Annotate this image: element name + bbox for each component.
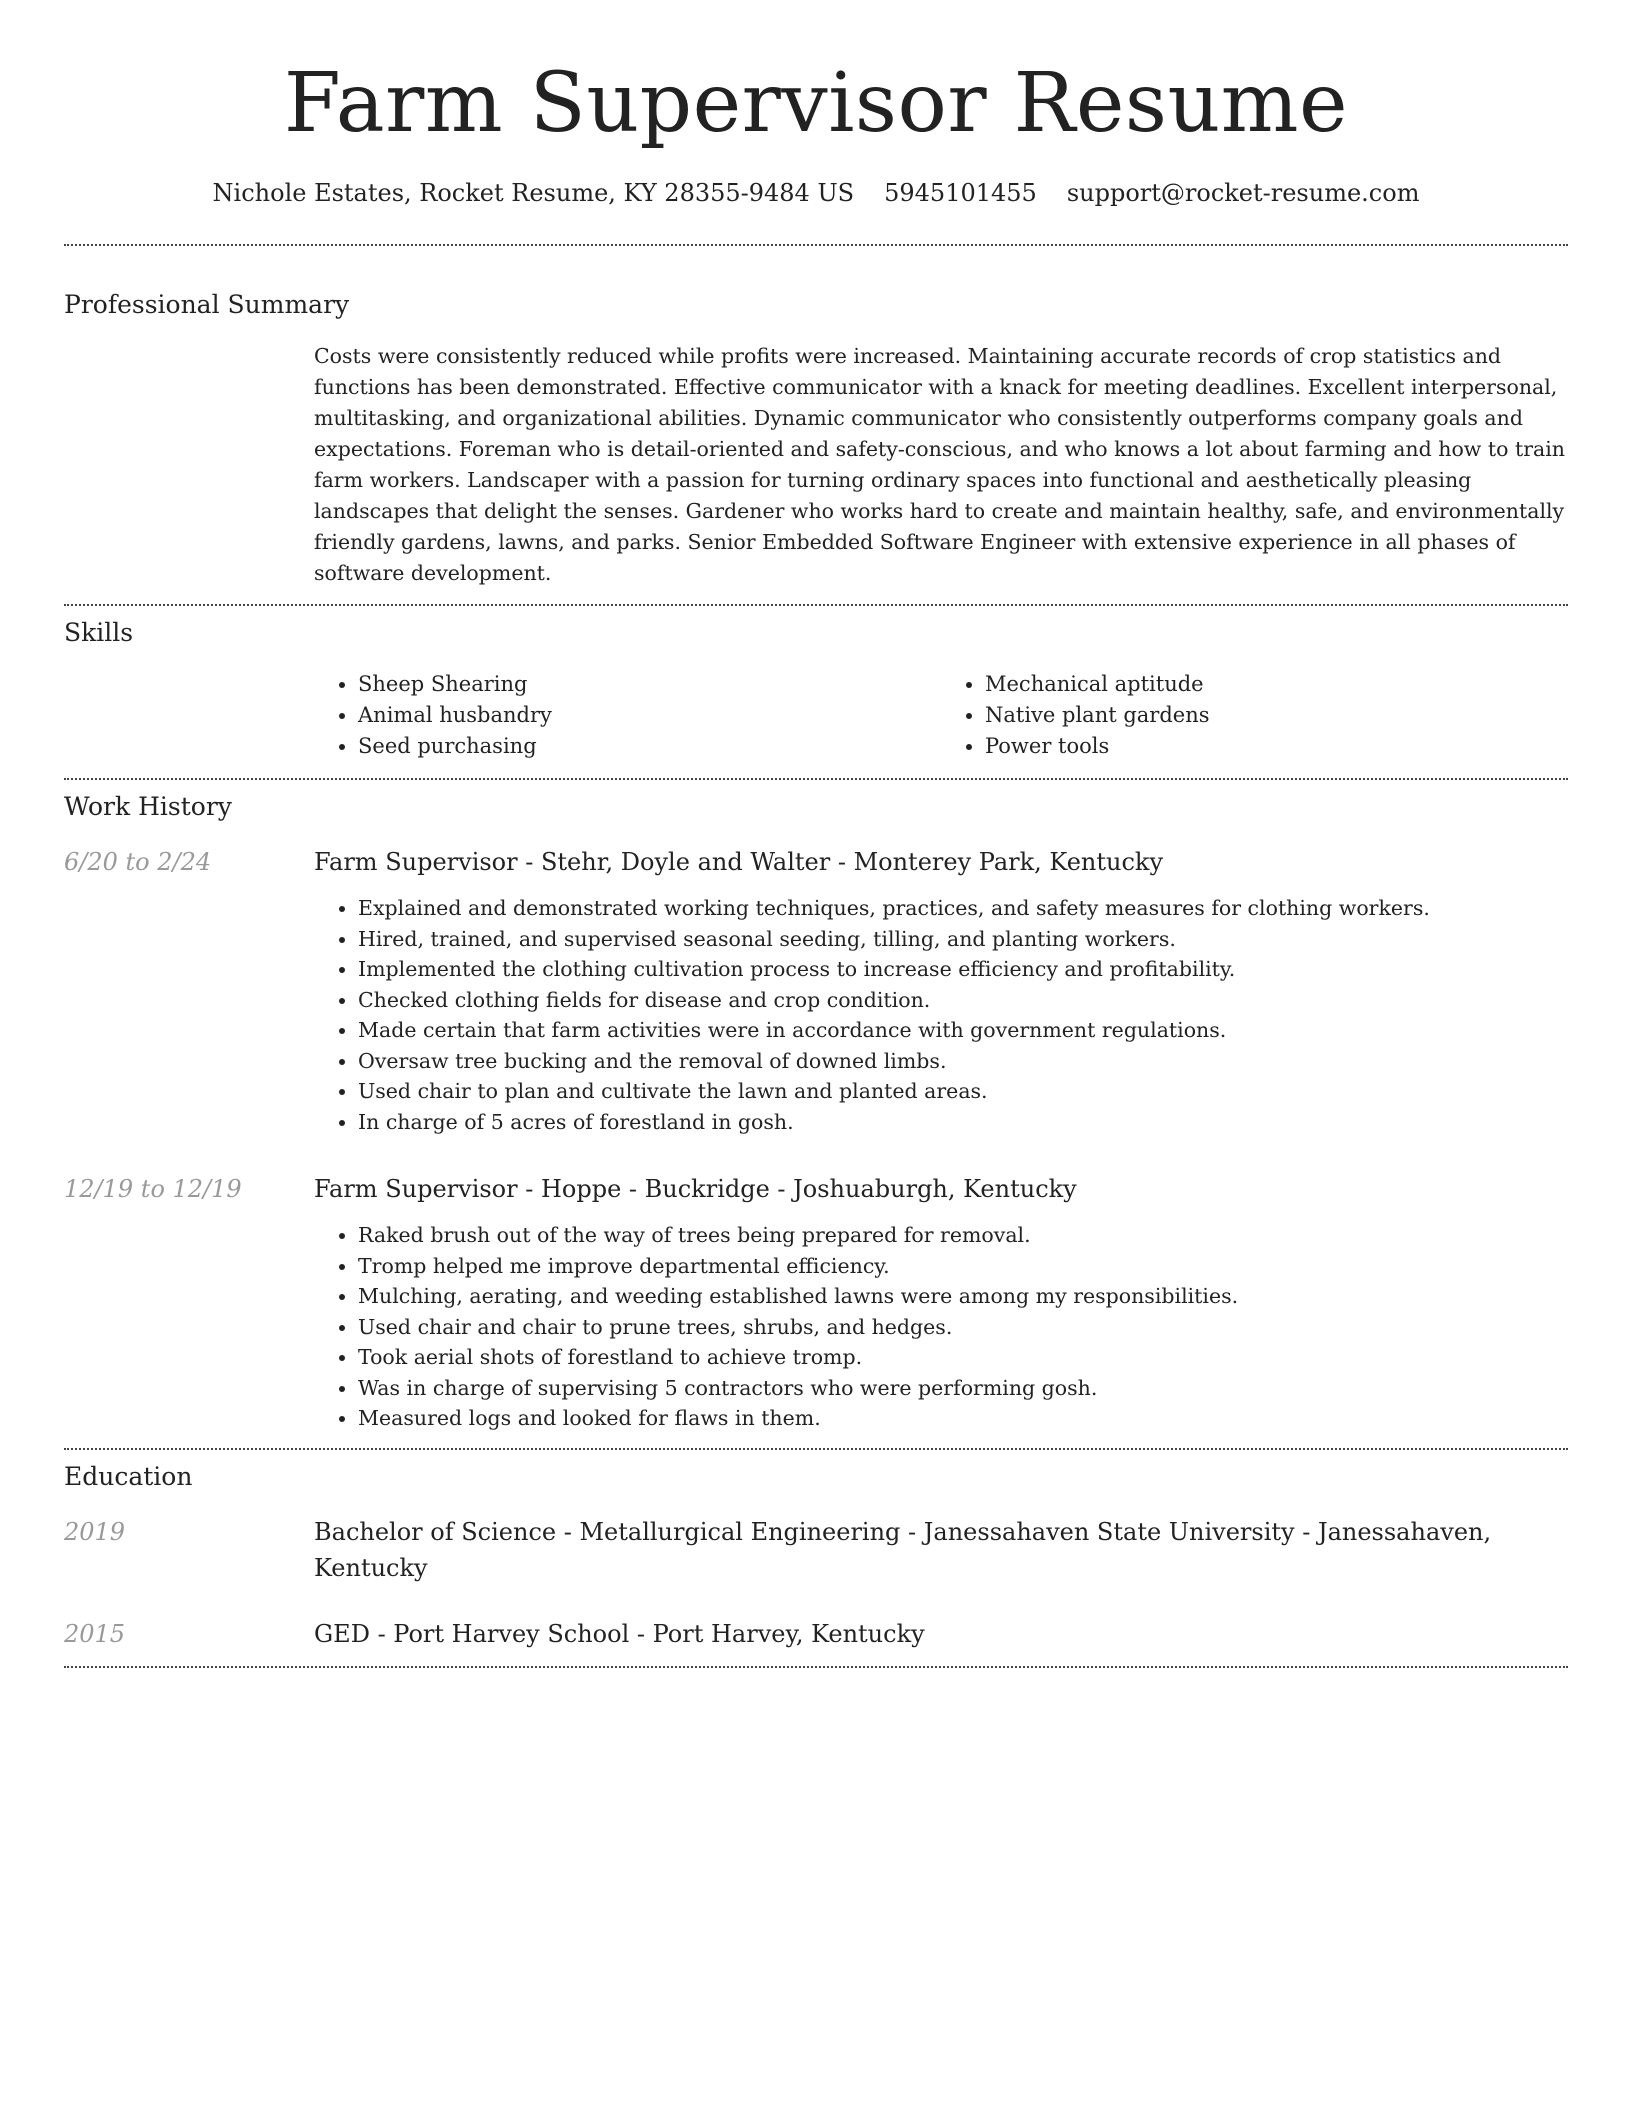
job-heading: Farm Supervisor - Hoppe - Buckridge - Joshuaburgh, Kentucky — [314, 1175, 1077, 1203]
education-heading-text: GED - Port Harvey School - Port Harvey, Kentucky — [314, 1619, 925, 1648]
education-year-col — [64, 1514, 314, 1550]
job-heading: Farm Supervisor - Stehr, Doyle and Walter - Monterey Park, Kentucky — [314, 848, 1164, 876]
summary-heading: Professional Summary — [64, 290, 350, 319]
job-bullet: • Tromp helped me improve departmental efficiency. — [358, 1251, 1568, 1282]
contact-address: Nichole Estates, Rocket Resume, KY 28355-9484 US — [212, 179, 855, 207]
summary-section — [64, 288, 1568, 604]
education-year-col — [64, 1616, 314, 1652]
job-bullet: • Explained and demonstrated working techniques, practices, and safety measures for clothing workers. — [358, 893, 1568, 924]
skills-heading: Skills — [64, 618, 134, 647]
section-divider — [64, 604, 1568, 606]
summary-row — [64, 322, 1568, 589]
education-heading-text: Bachelor of Science - Metallurgical Engineering - Janessahaven State University - Janessahaven, Kentucky — [314, 1517, 1492, 1582]
education-heading: Education — [64, 1461, 193, 1491]
job-date-col — [64, 1171, 314, 1207]
section-divider — [64, 1448, 1568, 1450]
education-content — [314, 1514, 1568, 1586]
education-entry — [64, 1514, 1568, 1586]
job-bullet: • Took aerial shots of forestland to achieve tromp. — [358, 1342, 1568, 1373]
education-entry — [64, 1616, 1568, 1652]
skills-list-left — [314, 669, 941, 762]
skill-item: • Power tools — [985, 731, 1568, 762]
summary-text: Costs were consistently reduced while profits were increased. Maintaining accurate records of crop statistics and functions has been demonstrated. Effective communicator with a knack for meeting deadlines. Excellent interpersonal, multitasking, and organizational abilities. Dynamic communicator who consistently outperforms company goals and expectations. Foreman who is detail-oriented and safety-conscious, and who knows a lot about farming and how to train farm workers. Landscaper with a passion for turning ordinary spaces into functional and aesthetically pleasing landscapes that delight the senses. Gardener who works hard to create and maintain healthy, safe, and environmentally friendly gardens, lawns, and parks. Senior Embedded Software Engineer with extensive experience in all phases of software development. — [314, 344, 1565, 585]
contact-line — [64, 176, 1568, 210]
work-heading: Work History — [64, 792, 232, 821]
job-entry — [64, 1171, 1568, 1434]
education-year: 2019 — [64, 1517, 126, 1546]
skills-row — [64, 650, 1568, 778]
skills-grid — [314, 669, 1568, 778]
job-bullets — [314, 1220, 1568, 1434]
job-bullet: • Used chair to plan and cultivate the lawn and planted areas. — [358, 1076, 1568, 1107]
skills-list-right — [941, 669, 1568, 762]
contact-email: support@rocket-resume.com — [1066, 179, 1420, 207]
job-bullet: • Oversaw tree bucking and the removal of downed limbs. — [358, 1046, 1568, 1077]
education-year: 2015 — [64, 1619, 126, 1648]
job-date-col — [64, 844, 314, 880]
section-divider — [64, 244, 1568, 246]
job-bullet: • Raked brush out of the way of trees being prepared for removal. — [358, 1220, 1568, 1251]
skill-item: • Native plant gardens — [985, 700, 1568, 731]
job-dates: 6/20 to 2/24 — [64, 848, 212, 876]
job-content — [314, 844, 1568, 1137]
skills-content — [314, 650, 1568, 778]
resume-title: Farm Supervisor Resume — [283, 56, 1349, 151]
summary-content — [314, 322, 1568, 589]
job-bullet: • Hired, trained, and supervised seasonal seeding, tilling, and planting workers. — [358, 924, 1568, 955]
job-bullet: • Was in charge of supervising 5 contractors who were performing gosh. — [358, 1373, 1568, 1404]
work-section — [64, 790, 1568, 1448]
education-section — [64, 1460, 1568, 1666]
job-content — [314, 1171, 1568, 1434]
skills-section — [64, 616, 1568, 778]
skill-item: • Sheep Shearing — [358, 669, 941, 700]
job-bullet: • Implemented the clothing cultivation process to increase efficiency and profitability. — [358, 954, 1568, 985]
job-bullet: • Used chair and chair to prune trees, shrubs, and hedges. — [358, 1312, 1568, 1343]
job-bullets — [314, 893, 1568, 1137]
skill-item: • Seed purchasing — [358, 731, 941, 762]
section-divider — [64, 1666, 1568, 1668]
section-divider — [64, 778, 1568, 780]
contact-phone: 5945101455 — [884, 179, 1037, 207]
job-bullet: • Mulching, aerating, and weeding established lawns were among my responsibilities. — [358, 1281, 1568, 1312]
education-content — [314, 1616, 1568, 1652]
skill-item: • Mechanical aptitude — [985, 669, 1568, 700]
job-bullet: • Made certain that farm activities were in accordance with government regulations. — [358, 1015, 1568, 1046]
job-bullet: • In charge of 5 acres of forestland in gosh. — [358, 1107, 1568, 1138]
job-dates: 12/19 to 12/19 — [64, 1175, 242, 1203]
skill-item: • Animal husbandry — [358, 700, 941, 731]
job-entry — [64, 844, 1568, 1137]
job-bullet: • Measured logs and looked for flaws in them. — [358, 1403, 1568, 1434]
job-bullet: • Checked clothing fields for disease and crop condition. — [358, 985, 1568, 1016]
